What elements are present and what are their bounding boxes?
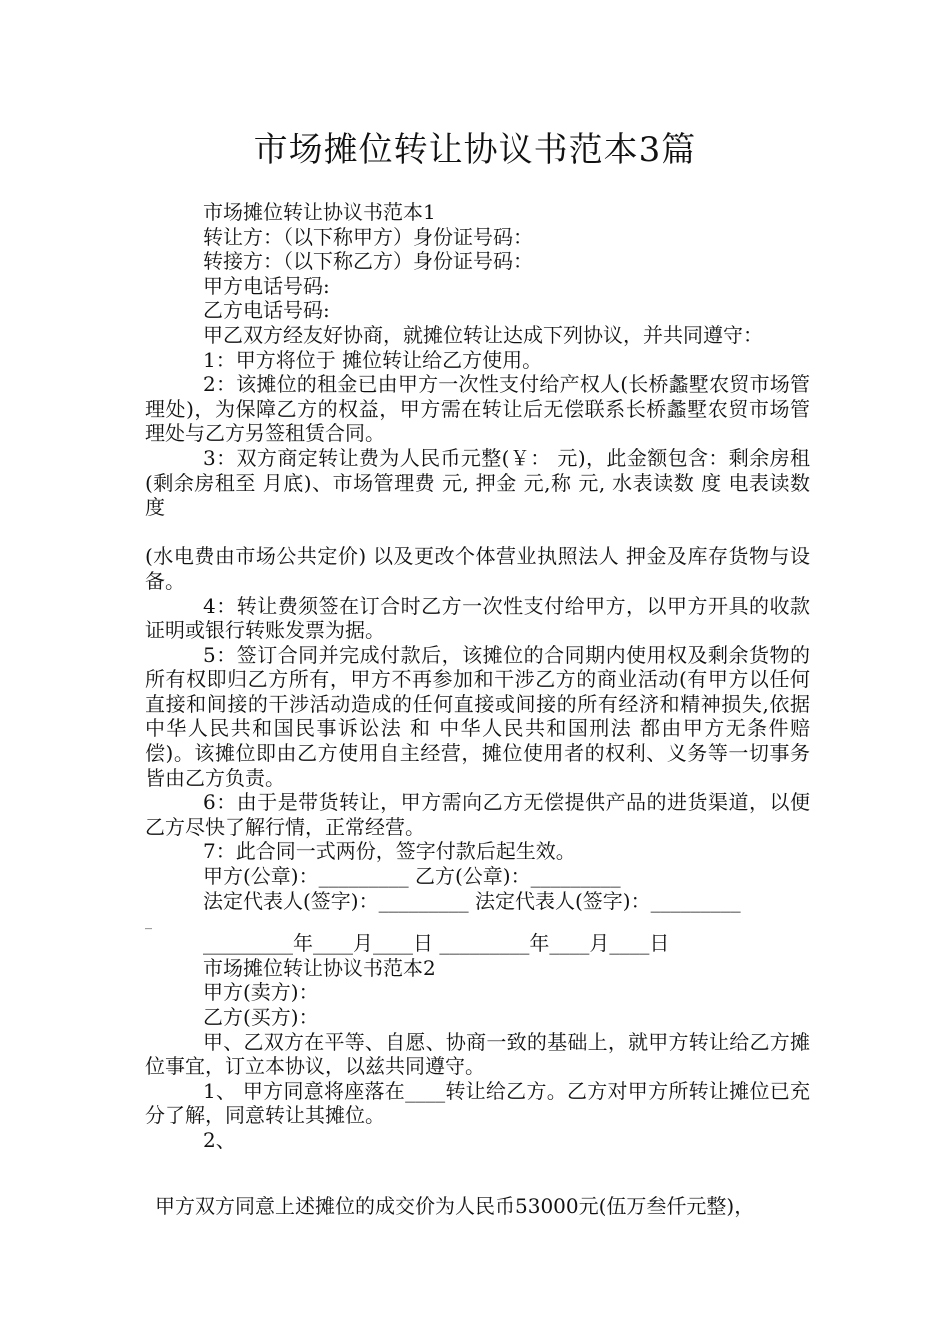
- section-heading-2: 市场摊位转让协议书范本2: [203, 955, 436, 980]
- stray-underscore: _: [145, 914, 152, 931]
- clause-4: 4：转让费须签在订合时乙方一次性支付给甲方，以甲方开具的收款证明或银行转账发票为据。: [145, 593, 810, 643]
- clause-3: 3：双方商定转让费为人民币元整(￥： 元)，此金额包含：剩余房租(剩余房租至 月底)、市场管理费 元, 押金 元,称 元, 水表读数 度 电表读数 度: [145, 445, 810, 520]
- agreement-2-clause-1: 1、 甲方同意将座落在____转让给乙方。乙方对甲方所转让摊位已充分了解，同意转让其摊位。: [145, 1078, 810, 1128]
- document-title: 市场摊位转让协议书范本3篇: [253, 130, 697, 170]
- party-b-phone: 乙方电话号码:: [203, 298, 330, 323]
- agreement-intro: 甲乙双方经友好协商，就摊位转让达成下列协议，并共同遵守：: [203, 322, 763, 347]
- document-body: [145, 200, 810, 1153]
- paragraph-gap: [145, 520, 810, 545]
- party-a-phone: 甲方电话号码:: [203, 273, 330, 298]
- transferee-line: 转接方：（以下称乙方）身份证号码：: [203, 249, 533, 274]
- clause-3-continued: (水电费由市场公共定价) 以及更改个体营业执照法人 押金及库存货物与设备。: [145, 544, 810, 593]
- clause-1: 1：甲方将位于 摊位转让给乙方使用。: [203, 347, 543, 372]
- agreement-2-price-line: 甲方双方同意上述摊位的成交价为人民币53000元(伍万叁仟元整)，: [155, 1194, 755, 1218]
- clause-2: 2：该摊位的租金已由甲方一次性支付给产权人(长桥蠡墅农贸市场管理处)，为保障乙方的权益，甲方需在转让后无偿联系长桥蠡墅农贸市场管理处与乙方另签租赁合同。: [145, 372, 810, 446]
- signature-line: 法定代表人(签字)：_________ 法定代表人(签字)：_________: [203, 888, 741, 913]
- clause-5: 5：签订合同并完成付款后，该摊位的合同期内使用权及剩余货物的所有权即归乙方所有，甲方不再参加和干涉乙方的商业活动(有甲方以任何直接和间接的干涉活动造成的任何直接或间接的所有经济和精神损失,依据 中华人民共和国民事诉讼法 和 中华人民共和国刑法 都由甲方无条件赔偿)。该摊位即由乙方使用自主经营，摊位使用者的权利、义务等一切事务皆由乙方负责。: [145, 642, 810, 790]
- agreement-2-intro: 甲、乙双方在平等、自愿、协商一致的基础上，就甲方转让给乙方摊位事宜，订立本协议，以兹共同遵守。: [145, 1029, 810, 1079]
- section-heading-1: 市场摊位转让协议书范本1: [203, 200, 436, 224]
- date-line: _________年____月____日 _________年____月____日: [203, 931, 670, 956]
- agreement-2-clause-2: 2、: [203, 1127, 236, 1152]
- clause-7: 7：此合同一式两份，签字付款后起生效。: [203, 839, 576, 864]
- transferor-line: 转让方：（以下称甲方）身份证号码：: [203, 224, 533, 249]
- seal-line: 甲方(公章)：_________ 乙方(公章)：_________: [203, 864, 621, 889]
- clause-6: 6：由于是带货转让，甲方需向乙方无偿提供产品的进货渠道，以便乙方尽快了解行情，正常经营。: [145, 790, 810, 839]
- seller-line: 甲方(卖方)：: [203, 980, 319, 1005]
- buyer-line: 乙方(买方)：: [203, 1005, 319, 1029]
